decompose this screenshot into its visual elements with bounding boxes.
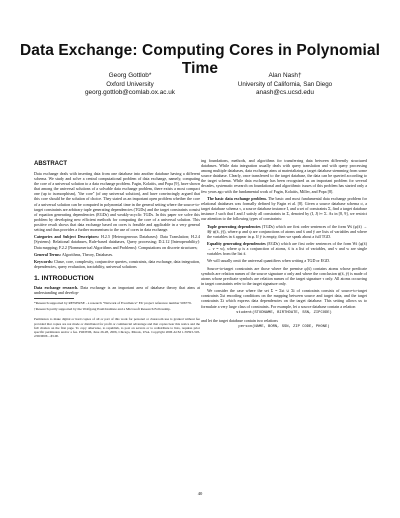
egd-label: Equality generating dependencies (207, 240, 266, 246)
page-number: 40 (197, 491, 203, 496)
author-marker: * (148, 72, 152, 79)
author-marker: † (297, 72, 302, 79)
body-paragraph: We consider the case where the set Σ = Σst ∪ Σt of constraints consists of source-to-target constraints Σst encoding conditions on the mapping between source and target data, and the target constraints Σt which express data dependencies on the target database. This setting allows us to formulate a very large class of constraints. For example, let a source database contain a relation (201, 288, 367, 309)
egd-definition (207, 241, 367, 256)
author-email: anash@cs.ucsd.edu (255, 89, 314, 97)
author-name: Georg Gottlob (108, 72, 149, 79)
author-affiliation: University of California, San Diego (237, 80, 333, 88)
intro-text: Data exchange is an important area of database theory that aims at understanding and develop- (34, 285, 201, 296)
author-name: Alan Nash (268, 72, 298, 79)
author-block (230, 72, 340, 98)
relation-person: person(NAME, BORN, SSN, ZIP CODE, PHONE) (238, 325, 330, 330)
intro-lead: Data exchange research. (34, 285, 79, 291)
copyright-notice: Permission to make digital or hard copies of all or part of this work for personal or classroom use is granted without fee provided that copies are not made or distributed for profit or commercial advantage and that copies bear this notice and the full citation on the first page. To copy otherwise, to republish, to post on servers or to redistribute to lists, requires prior specific permission and/or a fee. PODS'06, June 26-28, 2006, Chicago, Illinois, USA. Copyright 2006 ACM 1-59593-318-2/06/0006 ...$5.00. (34, 317, 200, 338)
keywords-label: Keywords: (34, 259, 53, 265)
introduction-heading: 1. INTRODUCTION (34, 275, 94, 283)
keywords (34, 259, 200, 269)
abstract-heading: ABSTRACT (34, 161, 67, 167)
keywords-text: Chase, core, complexity, conjunctive queries, constraints, data exchange, data integration, dependencies, query evaluation, tractability, universal solutions (34, 259, 201, 270)
tgd-text: (TGDs) which are first order sentences of the form ∀x̄ (φ(x̄) → ∃ȳ ψ(x̄, ȳ)), where φ and ψ are conjunctions of atoms and x̄ and ȳ are lists of variables and where the variables in x̄ appear in φ. If ȳ is empty, then we speak about a full TGD. (207, 223, 367, 239)
abstract-text: Data exchange deals with inserting data from one database into another database having a different schema. We study and solve a central computational problem of data exchange, namely, computing the core of a universal solution to a data exchange problem. Fagin, Kolaitis, and Popa [9], have shown that among the universal solutions of a solvable data exchange problem, there exists a most compact one (up to isomorphism), "the core" (of any universal solution), and have convincingly argued that this core should be the solution of choice. They stated as an important open problem whether the core of a universal solution can be computed in polynomial time in the general setting where the source-to-target constraints are arbitrary tuple generating dependencies (TGDs) and the target constraints consist of equation generating dependencies (EGDs) and weakly-acyclic TGDs. In this paper we solve this problem by developing new efficient methods for computing the core of a universal solution. This positive result shows that data exchange based on cores is feasible and applicable in a very general setting and thus provides a further momentum to the use of cores in data exchange. (34, 171, 200, 233)
author-block (70, 72, 190, 98)
general-terms (34, 252, 200, 257)
basic-problem-text: The basic and most fundamental data exchange problem for relational databases was formally defined by Fagin et al. [8]. Given a source database schema σ, a target database schema τ, a source database instance I, and a set of constraints Σ, find a target database instance J such that I and J satisfy all constraints in Σ, denoted by (I, J) ⊨ Σ. As in [8, 9], we restrict our attention to the following types of constraints: (201, 195, 367, 222)
tgd-definition (207, 224, 367, 239)
footnote: *Research supported by REWERSE - a research "Network of Excellence" EU project reference number 506779. (34, 301, 192, 306)
basic-problem-label: The basic data exchange problem. (207, 195, 267, 201)
terms-label: General Terms: (34, 251, 62, 257)
categories-text: H.2.5 [Heterogeneous Databases]: Data Translation; H.2.4 [Systems]: Relational databases, Rule-based databases, Query processing; D.2.12 [Interoperability]: Data mapping; F.2.2 [Nonnumerical Algorithms and Problems]: Computations on discrete structures; (34, 234, 200, 250)
body-paragraph: ing foundations, methods, and algorithms for transferring data between differently structured databases. While data integration usually deals with query translation and with query processing among multiple databases, data exchange aims at materializing a target database stemming from some source database. Clearly, once transferred to the target database, the data can be queried according to the target schema. While data exchange has been recognized as an important problem for several decades, systematic research on foundational and algorithmic issues of this problem has started only a few years ago with the fundamental work of Fagin, Kolaitis, Miller, and Popa [8]. (201, 158, 367, 194)
egd-text: (EGDs) which are first order sentences of the form ∀x̄ (φ(x̄) → v = w), where φ is a conjunction of atoms, x̄ is a list of variables, and v and w are single variables from the list x̄. (207, 240, 368, 257)
basic-problem-paragraph (201, 196, 367, 221)
body-paragraph: Source-to-target constraints are those where the premise φ(x̄) contains atoms whose predicate symbols are relation names of the source signature σ only and where the conclusion ψ(x̄, ȳ) is made of atoms whose predicate symbols are relation names of the target signature τ only. All atoms occurring in target constraints refer to the target signature only. (201, 265, 367, 286)
body-paragraph: and let the target database contain two relations (201, 317, 278, 323)
left-column (34, 158, 200, 338)
relation-student: student(STUDNAME, BIRTHDATE, SSN, ZIPCODE) (236, 310, 332, 315)
author-email: georg.gottlob@comlab.ox.ac.uk (85, 89, 175, 97)
footnote-rule (34, 298, 74, 299)
intro-paragraph (34, 285, 200, 295)
author-affiliation: Oxford University (106, 80, 154, 88)
tgd-label: Tuple generating dependencies (207, 223, 261, 229)
categories (34, 234, 200, 249)
paper-title: Data Exchange: Computing Cores in Polynomial Time (19, 42, 381, 77)
body-paragraph: We will usually omit the universal quantifiers when writing a TGD or EGD. (207, 258, 331, 264)
right-column (201, 158, 367, 332)
terms-text: Algorithms, Theory, Databases. (61, 251, 114, 257)
categories-label: Categories and Subject Descriptors: (34, 234, 100, 240)
footnote: †Research partly supported by the Wolfgang Pauli Institute and a Microsoft Research Fellowship. (34, 307, 171, 312)
